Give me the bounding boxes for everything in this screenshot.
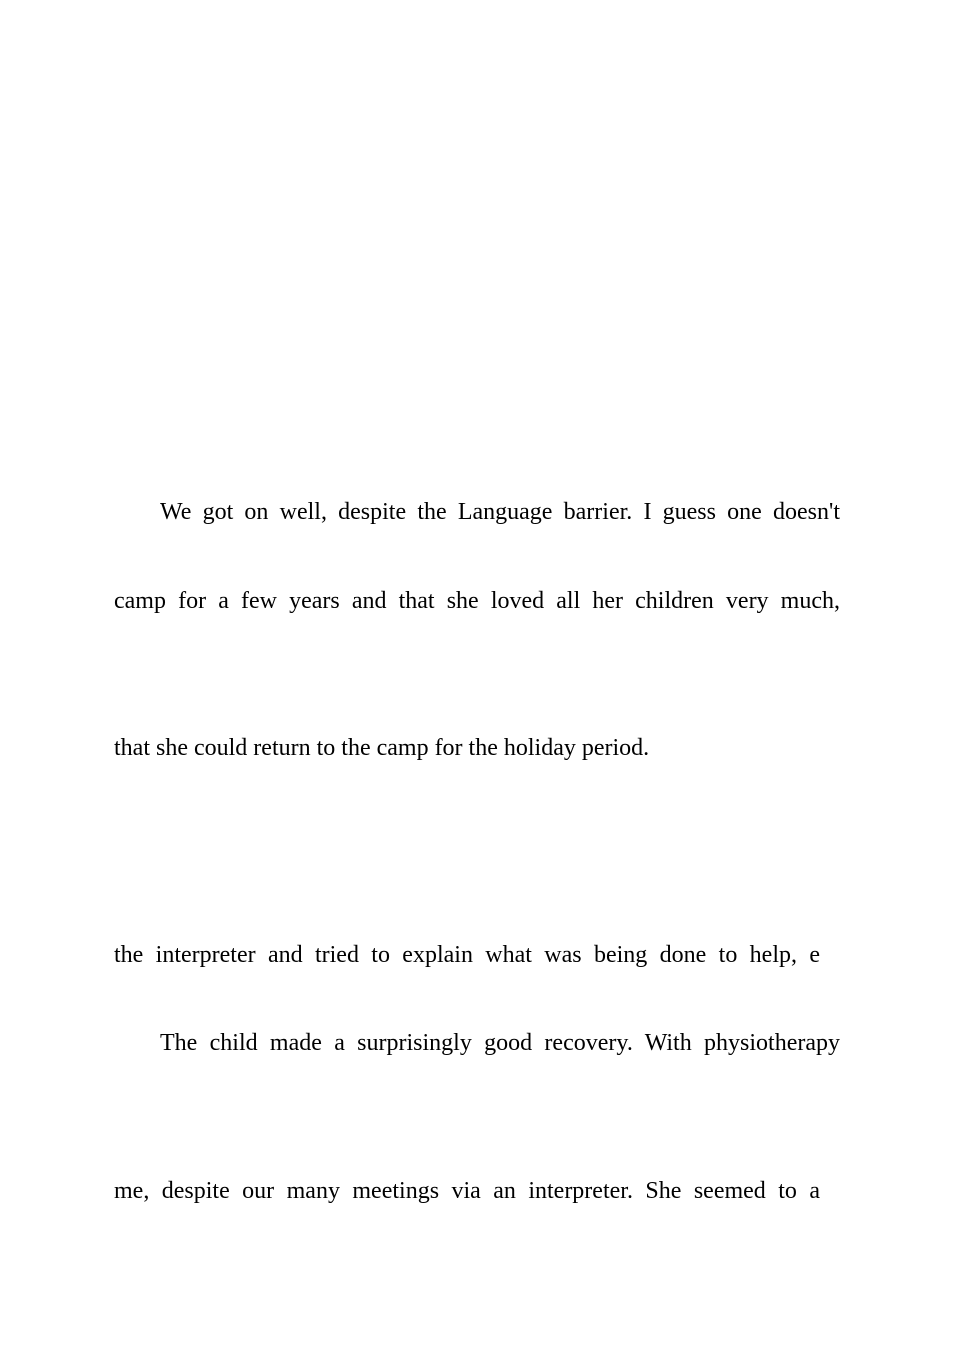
text-line: camp for a few years and that she loved all her children very much, [114,588,840,614]
text-line: The child made a surprisingly good recovery. With physiotherapy [160,1030,840,1056]
text-line: the interpreter and tried to explain what was being done to help, e [114,942,820,968]
text-line: that she could return to the camp for the holiday period. [114,735,650,761]
text-line: We got on well, despite the Language barrier. I guess one doesn't [160,499,840,525]
text-line: me, despite our many meetings via an interpreter. She seemed to a [114,1178,820,1204]
